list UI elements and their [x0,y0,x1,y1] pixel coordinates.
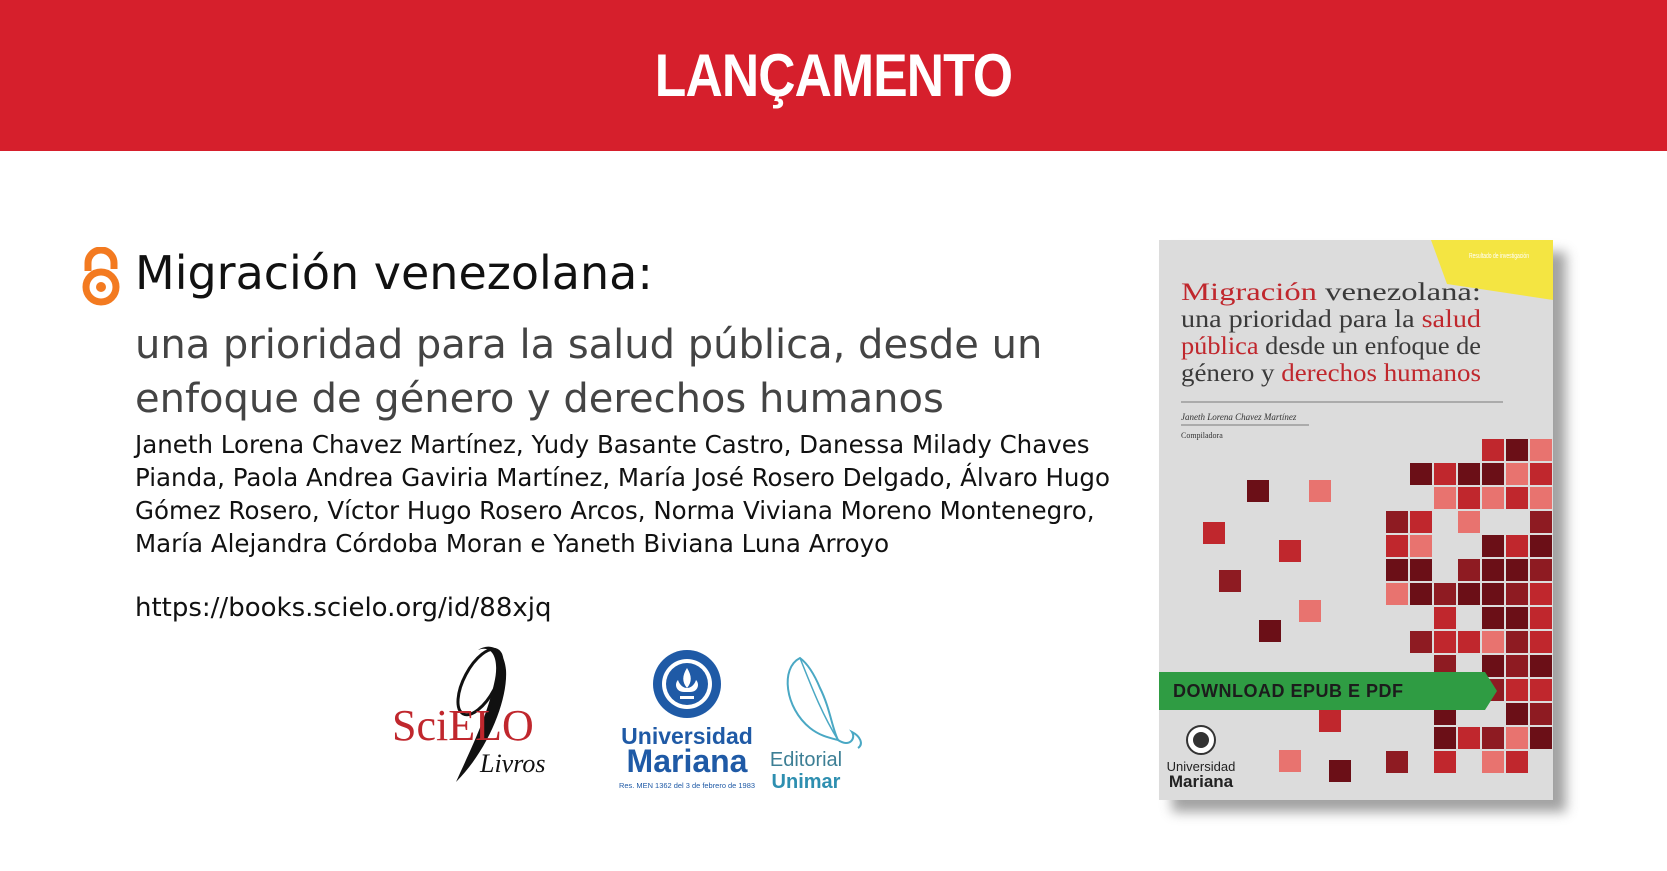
book-link[interactable]: https://books.scielo.org/id/88xjq [135,593,552,623]
cover-square [1410,463,1432,485]
cover-square [1506,727,1528,749]
cover-title-line: género y derechos humanos [1181,360,1467,387]
cover-square [1482,487,1504,509]
cover-square [1247,480,1269,502]
cover-square [1434,463,1456,485]
cover-square [1279,540,1301,562]
cover-art [1159,240,1553,800]
cover-square [1506,751,1528,773]
cover-square [1506,607,1528,629]
cover-square [1386,559,1408,581]
open-access-icon [80,247,122,307]
cover-square [1386,535,1408,557]
cover-square [1458,463,1480,485]
cover-square [1530,487,1552,509]
cover-square [1259,620,1281,642]
cover-square [1458,631,1480,653]
scielo-livros-logo [388,640,578,790]
cover-square [1530,631,1552,653]
cover-author: Janeth Lorena Chavez Martínez [1181,412,1297,422]
cover-square [1506,487,1528,509]
cover-badge-text: Resultado de investigación [1469,253,1530,260]
cover-square [1530,511,1552,533]
cover-title-line: pública desde un enfoque de [1181,333,1470,360]
cover-square [1530,463,1552,485]
cover-square [1434,751,1456,773]
cover-square [1482,535,1504,557]
universidad-mariana-logo [616,648,758,796]
cover-square [1410,631,1432,653]
cover-square [1309,480,1331,502]
cover-square [1506,583,1528,605]
cover-square [1482,439,1504,461]
editorial-line2: Unimar [771,771,841,793]
editorial-line1: Editorial [769,749,843,771]
cover-square [1458,727,1480,749]
cover-square [1410,511,1432,533]
banner-title: LANÇAMENTO [654,42,1013,109]
cover-square [1530,607,1552,629]
cover-title-line: una prioridad para la salud [1181,306,1475,333]
cover-square [1482,607,1504,629]
scielo-sub: Livros [480,749,546,778]
book-cover[interactable] [1159,240,1553,800]
book-authors: Janeth Lorena Chavez Martínez, Yudy Basante Castro, Danessa Milady Chaves Pianda, Paola Andrea Gaviria Martínez, María José Rosero Delgado, Álvaro Hugo Gómez Rosero, Víctor Hugo Rosero Arcos, Norma Viviana Moreno Montenegro, María Alejandra Córdoba Moran e Yaneth Biviana Luna Arroyo [135,430,1110,558]
cover-square [1458,559,1480,581]
cover-square [1506,439,1528,461]
cover-square [1458,583,1480,605]
cover-publisher-line1: Universidad [1166,759,1236,774]
cover-square [1482,583,1504,605]
cover-square [1506,703,1528,725]
cover-square [1434,583,1456,605]
cover-square [1482,463,1504,485]
cover-square [1506,631,1528,653]
editorial-unimar-logo [760,648,870,796]
cover-square [1458,511,1480,533]
cover-square [1386,751,1408,773]
cover-square [1530,727,1552,749]
cover-square [1386,511,1408,533]
cover-square [1506,463,1528,485]
cover-square [1530,439,1552,461]
cover-square [1434,487,1456,509]
cover-square [1530,703,1552,725]
cover-title-line: Migración venezolana: [1181,279,1443,306]
cover-square [1506,559,1528,581]
cover-square [1219,570,1241,592]
scielo-wordmark: SciELO [392,701,534,750]
cover-square [1319,710,1341,732]
cover-square [1506,679,1528,701]
cover-square [1482,751,1504,773]
cover-square [1410,583,1432,605]
cover-square [1434,631,1456,653]
cover-square [1386,583,1408,605]
cover-square [1530,559,1552,581]
cover-square [1299,600,1321,622]
cover-square [1329,760,1351,782]
header-banner [0,0,1667,151]
cover-square [1530,583,1552,605]
cover-square [1530,655,1552,677]
cover-square [1203,522,1225,544]
book-title: Migración venezolana: [135,246,653,300]
universidad-line2: Mariana [626,743,748,779]
cover-square [1482,727,1504,749]
download-button[interactable] [1159,672,1485,710]
universidad-note: Res. MEN 1362 del 3 de febrero de 1983 [619,783,756,790]
cover-square [1482,559,1504,581]
cover-square [1410,559,1432,581]
cover-square [1434,607,1456,629]
cover-square [1279,750,1301,772]
cover-square [1458,487,1480,509]
cover-publisher-line2: Mariana [1168,772,1234,791]
cover-title [1181,279,1482,387]
cover-square [1506,535,1528,557]
cover-square [1530,679,1552,701]
download-button-label: DOWNLOAD EPUB E PDF [1173,681,1404,701]
cover-square [1482,631,1504,653]
cover-square [1410,535,1432,557]
cover-square [1530,535,1552,557]
cover-square [1506,655,1528,677]
universidad-line1: Universidad [621,723,753,749]
cover-role: Compiladora [1181,431,1223,440]
cover-square [1434,727,1456,749]
book-subtitle: una prioridad para la salud pública, desde un enfoque de género y derechos humanos [135,322,1043,422]
